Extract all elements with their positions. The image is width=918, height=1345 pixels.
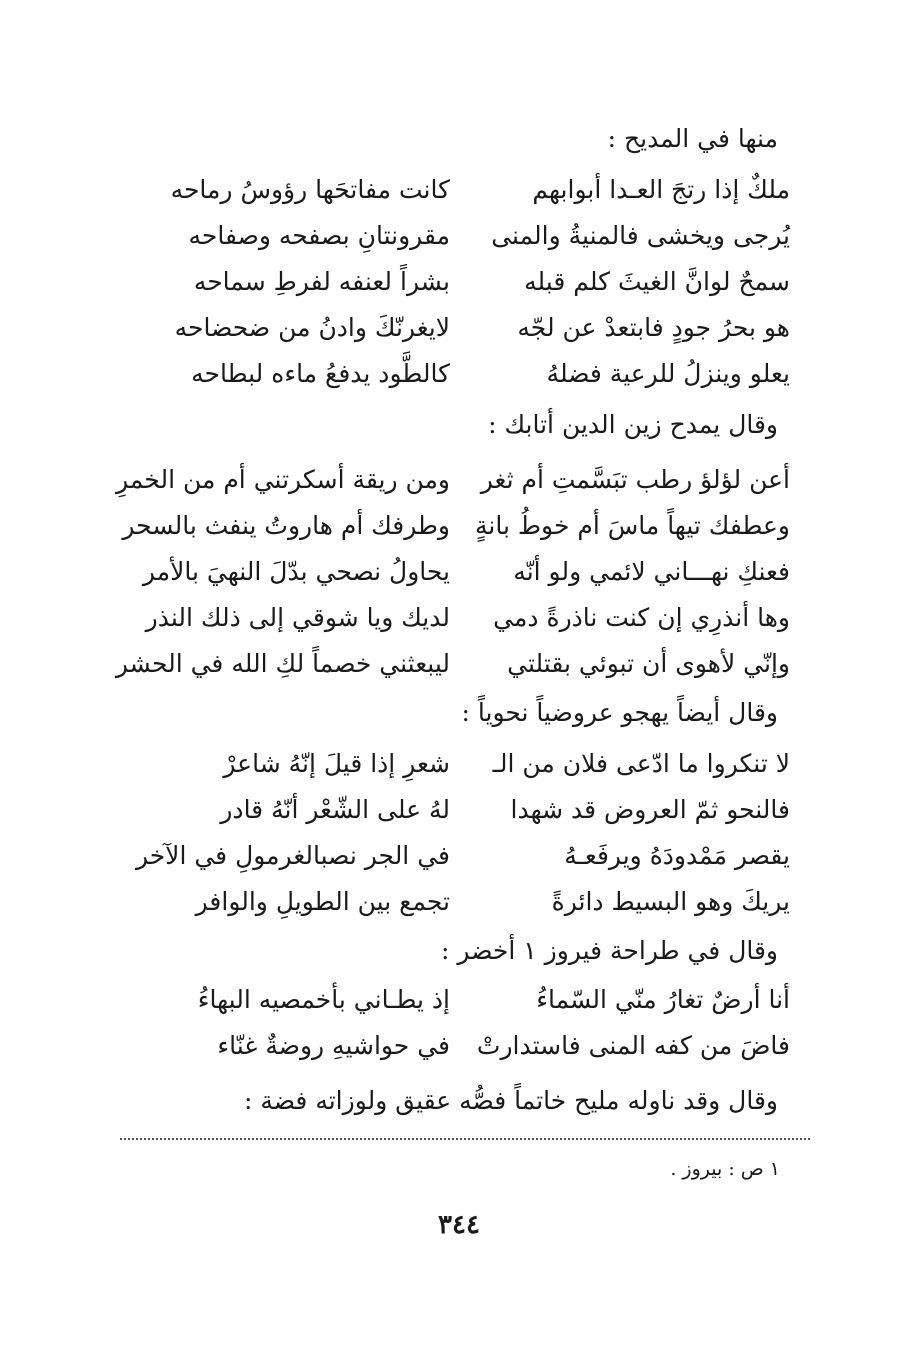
verse bbox=[150, 166, 790, 212]
hemistich-first: يقصر مَمْدودَهُ ويرفَعـهُ bbox=[564, 840, 790, 870]
footnote-divider bbox=[120, 1138, 810, 1140]
section-heading-3: وقال أيضاً يهجو عروضياً نحوياً : bbox=[461, 698, 778, 727]
verse bbox=[150, 878, 790, 924]
hemistich-second: لايغرنّكَ وادنُ من ضحضاحه bbox=[174, 312, 450, 342]
verse bbox=[135, 832, 790, 878]
verse bbox=[150, 1022, 790, 1068]
hemistich-second: ومن ريقة أسكرتني أم من الخمرِ bbox=[116, 464, 450, 494]
hemistich-second: كالطَّود يدفعُ ماءه لبطاحه bbox=[191, 358, 450, 388]
hemistich-second: ليبعثني خصماً لكِ الله في الحشر bbox=[115, 648, 450, 678]
hemistich-first: وعطفك تيهاً ماسَ أم خوطُ بانةٍ bbox=[475, 510, 790, 540]
hemistich-second: شعرِ إذا قيلَ إنّهُ شاعرْ bbox=[223, 748, 450, 778]
verse bbox=[150, 740, 790, 786]
hemistich-first: سمحٌ لوانَّ الغيثَ كلم قبله bbox=[524, 266, 790, 296]
verse bbox=[145, 594, 790, 640]
hemistich-first: وها أنذرِي إن كنت ناذرةً دمي bbox=[493, 602, 790, 632]
hemistich-second: وطرفك أم هاروتُ ينفث بالسحر bbox=[122, 510, 450, 540]
verse bbox=[150, 350, 790, 396]
section-heading-5: وقال وقد ناوله مليح خاتماً فصُّه عقيق ولوزاته فضة : bbox=[243, 1086, 778, 1115]
hemistich-first: يعلو وينزلُ للرعية فضلهُ bbox=[546, 358, 790, 388]
hemistich-first: فالنحو ثمّ العروض قد شهدا bbox=[510, 794, 790, 824]
hemistich-second: كانت مفاتحَها رؤوسُ رماحه bbox=[170, 174, 450, 204]
hemistich-second: بشراً لعنفه لفرطِ سماحه bbox=[193, 266, 450, 296]
hemistich-first: أنا أرضٌ تغارُ منّي السّماءُ bbox=[536, 984, 790, 1014]
poem-2 bbox=[115, 456, 790, 686]
hemistich-first: يريكَ وهو البسيط دائرةً bbox=[551, 886, 790, 916]
section-heading-1: منها في المديح : bbox=[607, 124, 778, 153]
hemistich-first: ملكٌ إذا رتجَ العـدا أبوابهم bbox=[532, 174, 790, 204]
hemistich-first: لا تنكروا ما ادّعى فلان من الـ bbox=[492, 748, 790, 778]
verse bbox=[116, 456, 790, 502]
footnote: ١ ص : بيروز . bbox=[670, 1158, 780, 1180]
verse bbox=[150, 258, 790, 304]
verse bbox=[122, 502, 790, 548]
hemistich-first: وإنّي لأهوى أن تبوئي بقتلتي bbox=[507, 648, 790, 678]
hemistich-first: فاضَ من كفه المنى فاستدارتْ bbox=[476, 1030, 790, 1060]
verse bbox=[142, 548, 790, 594]
verse bbox=[150, 304, 790, 350]
poem-1 bbox=[150, 166, 790, 396]
section-heading-2: وقال يمدح زين الدين أتابك : bbox=[488, 410, 778, 439]
hemistich-second: لديك ويا شوقي إلى ذلك النذر bbox=[145, 602, 450, 632]
hemistich-first: هو بحرُ جودٍ فابتعدْ عن لجّه bbox=[517, 312, 790, 342]
hemistich-second: تجمع بين الطويلِ والوافر bbox=[195, 886, 450, 916]
poem-4 bbox=[150, 976, 790, 1068]
hemistich-second: مقرونتانِ بصفحه وصفاحه bbox=[188, 220, 450, 250]
verse bbox=[115, 640, 790, 686]
hemistich-first: فعنكِ نهـــاني لائمي ولو أنّه bbox=[513, 556, 790, 586]
section-heading-4: وقال في طراحة فيروز ١ أخضر : bbox=[441, 936, 778, 965]
poem-3 bbox=[135, 740, 790, 924]
hemistich-second: في الجر نصبالغرمولِ في الآخر bbox=[135, 840, 450, 870]
hemistich-second: لهُ على الشّعْر أنّهُ قادر bbox=[220, 794, 450, 824]
hemistich-second: إذ يطـاني بأخمصيه البهاءُ bbox=[197, 984, 450, 1014]
page-number: ٣٤٤ bbox=[438, 1210, 480, 1240]
verse bbox=[150, 976, 790, 1022]
hemistich-first: يُرجى ويخشى فالمنيةُ والمنى bbox=[491, 220, 790, 250]
verse bbox=[150, 212, 790, 258]
verse bbox=[150, 786, 790, 832]
hemistich-second: يحاولُ نصحي بدّلَ النهيَ بالأمر bbox=[142, 556, 450, 586]
hemistich-first: أعن لؤلؤ رطب تبَسَّمتِ أم ثغر bbox=[480, 464, 790, 494]
hemistich-second: في حواشيهِ روضةٌ غنّاء bbox=[217, 1030, 450, 1060]
